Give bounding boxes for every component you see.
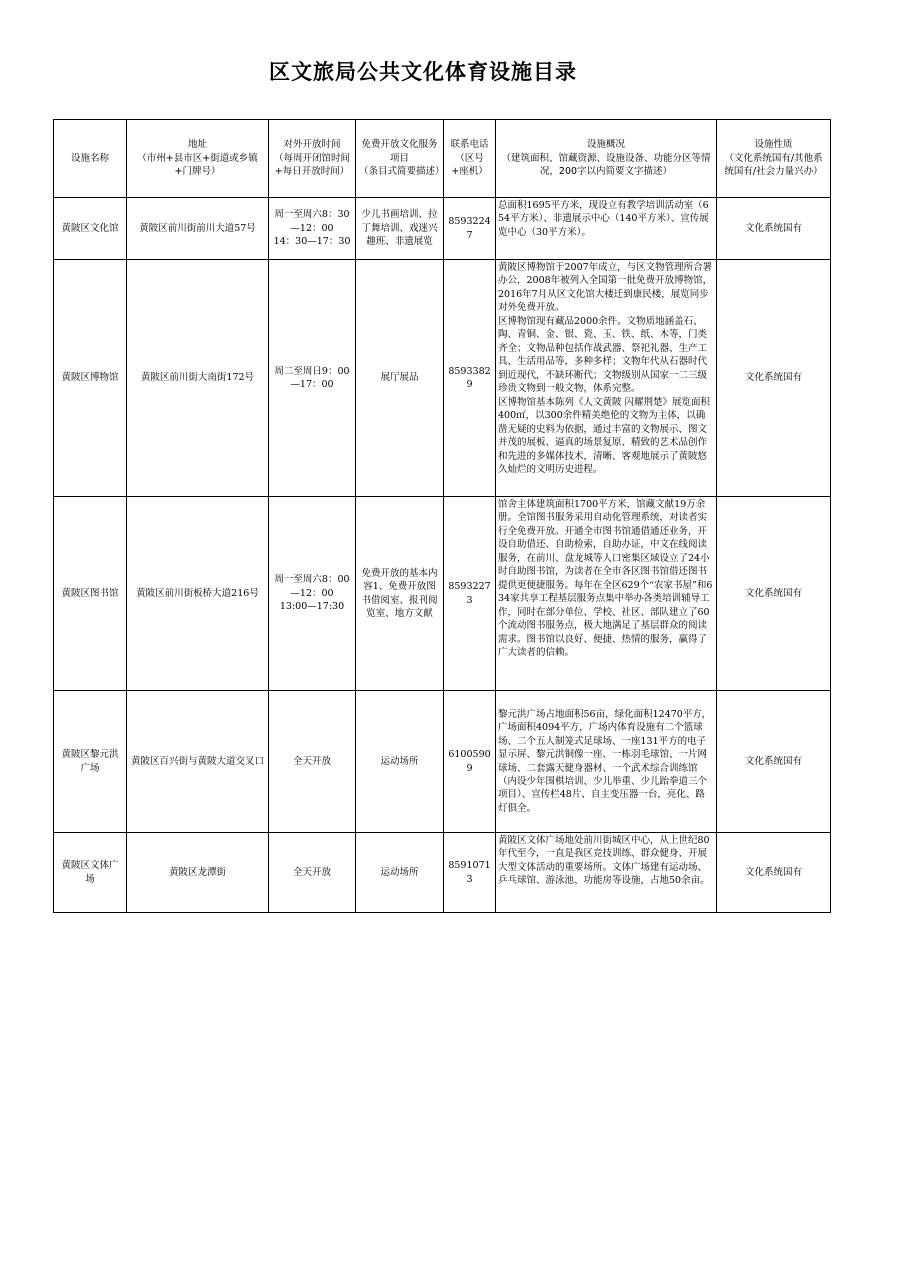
header-name: 设施名称 <box>54 120 127 198</box>
cell-address: 黄陂区前川街板桥大道216号 <box>127 497 269 691</box>
header-overview: 设施概况 （建筑面积、馆藏资源、设施设备、功能分区等情况，200字以内简要文字描述） <box>496 120 717 198</box>
cell-overview: 黎元洪广场占地面积56亩，绿化面积12470平方，广场面积4094平方，广场内体育设施有二个篮球场、二个五人制笼式足球场、一座131平方的电子显示屏、黎元洪铜像一座、一栋羽毛球馆、一片网球场、二套露天健身器材、一个武术综合训练馆（内设少年围棋培训、少儿举重、少儿跆拳道三个项目）、宣传栏48片、自主变压器一台，亮化、路灯俱全。 <box>496 691 717 833</box>
cell-nature: 文化系统国有 <box>717 497 831 691</box>
cell-hours: 全天开放 <box>269 833 356 913</box>
cell-address: 黄陂区百兴街与黄陂大道交叉口 <box>127 691 269 833</box>
cell-nature: 文化系统国有 <box>717 691 831 833</box>
cell-overview: 总面积1695平方米，现设立有教学培训活动室（654平方米）、非遗展示中心（140平方米）、宣传展览中心（30平方米）。 <box>496 198 717 260</box>
cell-hours: 周一至周六8：30—12：00 14：30—17：30 <box>269 198 356 260</box>
facility-table <box>53 119 831 913</box>
header-nature: 设施性质 （文化系统国有/其他系统国有/社会力量兴办） <box>717 120 831 198</box>
cell-name: 黄陂区黎元洪广场 <box>54 691 127 833</box>
cell-phone: 85932247 <box>444 198 496 260</box>
cell-nature: 文化系统国有 <box>717 260 831 497</box>
cell-nature: 文化系统国有 <box>717 198 831 260</box>
cell-name: 黄陂区文体广场 <box>54 833 127 913</box>
cell-hours: 全天开放 <box>269 691 356 833</box>
cell-overview: 黄陂区文体广场地处前川街城区中心，从上世纪80年代至今，一直是我区竞技训练、群众健身、开展大型文体活动的重要场所。文体广场建有运动场、乒乓球馆、游泳池、功能房等设施，占地50余亩。 <box>496 833 717 913</box>
cell-phone: 85932273 <box>444 497 496 691</box>
table-row <box>54 497 831 691</box>
cell-hours: 周二至周日9：00—17：00 <box>269 260 356 497</box>
cell-services: 展厅展品 <box>356 260 444 497</box>
header-services: 免费开放文化服务项目 （条目式简要描述） <box>356 120 444 198</box>
header-address: 地址 （市州+县市区+街道或乡镇+门牌号） <box>127 120 269 198</box>
cell-services: 少儿书画培训、拉丁舞培训、戏迷兴趣班、非遗展览 <box>356 198 444 260</box>
cell-services: 免费开放的基本内容1、免费开放图书借阅室、报刊阅览室、地方文献 <box>356 497 444 691</box>
cell-address: 黄陂区前川街大南街172号 <box>127 260 269 497</box>
cell-phone: 85933829 <box>444 260 496 497</box>
cell-nature: 文化系统国有 <box>717 833 831 913</box>
cell-name: 黄陂区文化馆 <box>54 198 127 260</box>
cell-address: 黄陂区龙潭街 <box>127 833 269 913</box>
table-row <box>54 691 831 833</box>
table-row <box>54 260 831 497</box>
cell-hours: 周一至周六8：00—12：00 13:00—17:30 <box>269 497 356 691</box>
cell-address: 黄陂区前川街前川大道57号 <box>127 198 269 260</box>
header-phone: 联系电话 （区号+座机） <box>444 120 496 198</box>
page-title: 区文旅局公共文化体育设施目录 <box>269 60 577 84</box>
cell-name: 黄陂区博物馆 <box>54 260 127 497</box>
cell-overview: 黄陂区博物馆于2007年成立，与区文物管理所合署办公，2008年被列入全国第一批免费开放博物馆，2016年7月从区文化馆大楼迁到康民楼，展览同步对外免费开放。 区博物馆现有藏品2000余件。文物质地涵盖石、陶、青铜、金、银、瓷、玉、铁、纸、木等，门类齐全；文物品种包括作战武器、祭祀礼器、生产工具、生活用品等，多种多样；文物年代从石器时代到近现代，不缺环断代；文物级别从国家一二三级珍贵文物到一般文物，体系完整。 区博物馆基本陈列《人文黄陂 闪耀荆楚》展览面积400㎡，以300余件精美绝伦的文物为主体，以确凿无疑的史料为依据，通过丰富的文物展示、图文并茂的展板、逼真的场景复原、精致的艺术品创作和先进的多媒体技术，清晰、客观地展示了黄陂悠久灿烂的文明历史进程。 <box>496 260 717 497</box>
table-row <box>54 833 831 913</box>
header-hours: 对外开放时间 （每周开闭馆时间+每日开放时间） <box>269 120 356 198</box>
cell-services: 运动场所 <box>356 833 444 913</box>
table-header-row <box>54 120 831 198</box>
cell-overview: 馆舍主体建筑面积1700平方米，馆藏文献19万余册。全馆图书服务采用自动化管理系统，对读者实行全免费开放。开通全市图书馆通借通还业务，开设自助借还、自助检索，自助办证，中文在线阅读服务，在前川、盘龙城等人口密集区域设立了24小时自助图书馆，为读者在全市各区图书馆借还图书提供更便捷服务。每年在全区629个“农家书屋”和634家共享工程基层服务点集中举办各类培训辅导工作，同时在部分单位、学校、社区、部队建立了60个流动图书服务点，极大地满足了基层群众的阅读需求。图书馆以良好、便捷、热情的服务，赢得了广大读者的信赖。 <box>496 497 717 691</box>
cell-name: 黄陂区图书馆 <box>54 497 127 691</box>
cell-services: 运动场所 <box>356 691 444 833</box>
cell-phone: 85910713 <box>444 833 496 913</box>
cell-phone: 61005909 <box>444 691 496 833</box>
table-row <box>54 198 831 260</box>
